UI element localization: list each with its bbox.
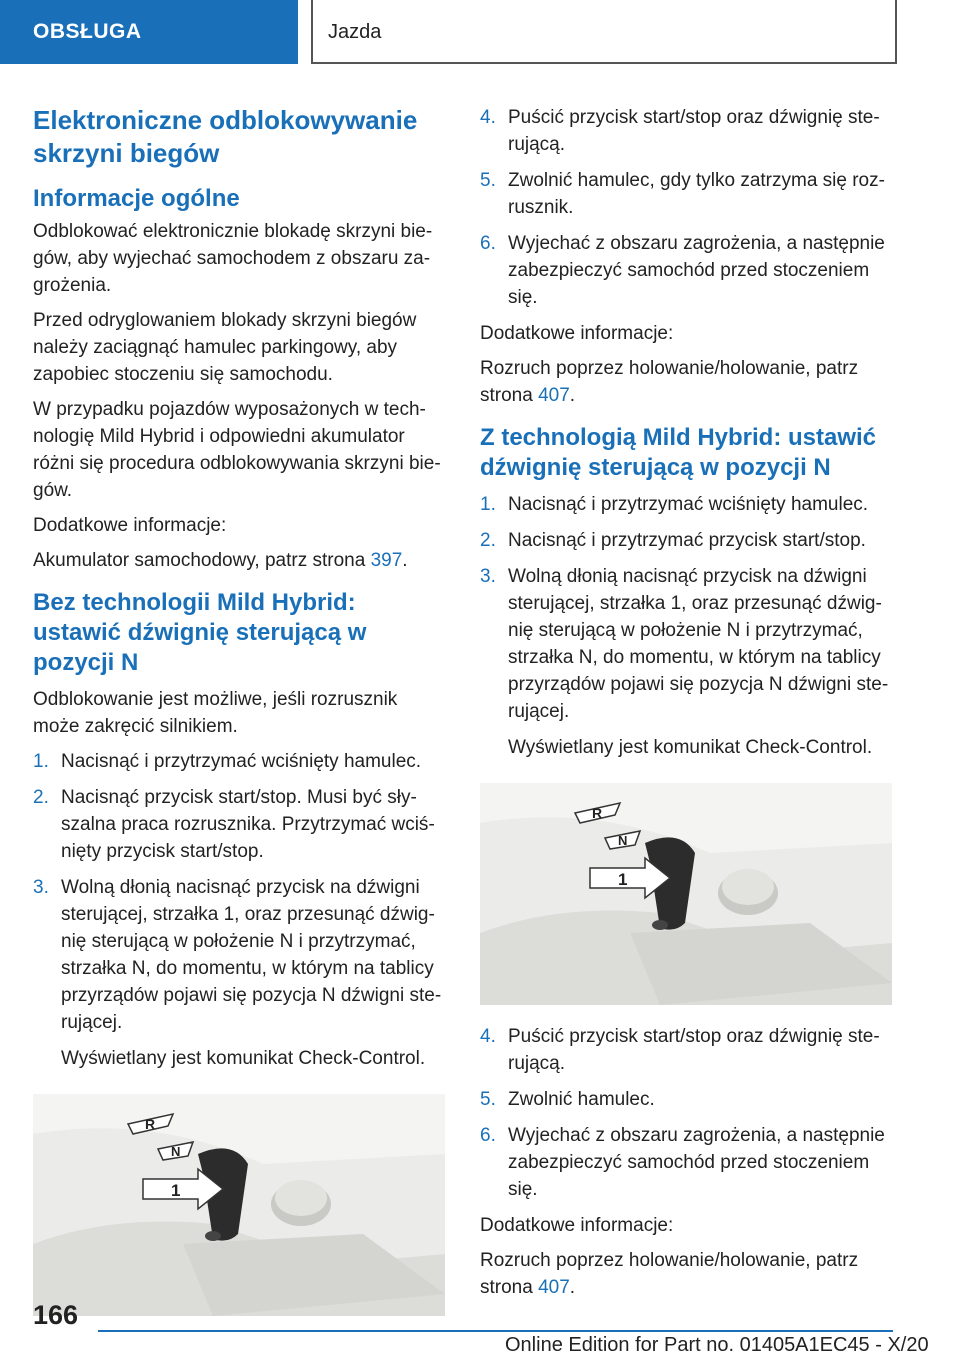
paragraph-parking-brake: Przed odryglowaniem blokady skrzyni biegów należy zaciągnąć hamulec parkingowy, aby zapobiec stoczeniu się samochodu.	[33, 310, 417, 385]
section-tab[interactable]	[0, 0, 298, 64]
page-number: 166	[33, 1300, 79, 1330]
list-item	[480, 563, 892, 725]
arrow-label-r: R	[592, 805, 603, 821]
arrow-label-n: N	[618, 833, 628, 848]
step-text: Wyjechać z obszaru zagrożenia, a następnie zabezpieczyć samochód przed stoczeniem się.	[508, 1125, 885, 1200]
extra-info-label: Dodatkowe informacje:	[480, 323, 674, 344]
step-number: 2.	[33, 787, 49, 808]
list-item	[480, 1023, 892, 1077]
step-text: Wolną dłonią nacisnąć przycisk na dźwigni sterującej, strzałka 1, oraz przesunąć dźwignię sterującą w położenie N i przytrzymać, strzałka N, do momentu, w którym na tablicy przyrządów pojawi się pozycja N dźwigni sterującej.	[508, 566, 889, 722]
step-number: 4.	[480, 1026, 496, 1047]
step-number: 4.	[480, 107, 496, 128]
extra-info-label: Dodatkowe informacje:	[33, 515, 227, 536]
extra-info-text: Akumulator samochodowy, patrz strona 397.	[33, 550, 408, 571]
chapter-tab[interactable]	[311, 0, 897, 64]
step-number: 5.	[480, 170, 496, 191]
check-control-note: Wyświetlany jest komunikat Check-Control.	[61, 1048, 426, 1069]
step-text: Puścić przycisk start/stop oraz dźwignię sterującą.	[508, 1026, 880, 1074]
chapter-tab-label: Jazda	[328, 21, 382, 43]
step-text: Wolną dłonią nacisnąć przycisk na dźwigni sterującej, strzałka 1, oraz przesunąć dźwignię sterującą w położenie N i przytrzymać, strzałka N, do momentu, w którym na tablicy przyrządów pojawi się pozycja N dźwigni sterującej.	[61, 877, 442, 1033]
page-header	[0, 0, 960, 66]
step-number: 3.	[33, 877, 49, 898]
list-item	[480, 527, 892, 554]
step-text: Nacisnąć przycisk start/stop. Musi być słyszalna praca rozrusznika. Przytrzymać wciśnięty przycisk start/stop.	[61, 787, 435, 862]
list-item	[480, 230, 892, 311]
step-number: 1.	[33, 751, 49, 772]
step-text: Wyjechać z obszaru zagrożenia, a następnie zabezpieczyć samochód przed stoczeniem się.	[508, 233, 885, 308]
arrow-label-1: 1	[618, 870, 628, 889]
paragraph-mild-hybrid: W przypadku pojazdów wyposażonych w technologię Mild Hybrid i odpowiedni akumulator różni się procedura odblokowywania skrzyni biegów.	[33, 399, 441, 501]
list-item	[33, 784, 445, 865]
general-heading: Informacje ogólne	[33, 185, 240, 212]
gear-lever-illustration	[480, 783, 892, 1005]
list-item	[480, 1122, 892, 1203]
arrow-label-1: 1	[171, 1181, 181, 1200]
section-heading-no-hybrid: Bez technologii Mild Hybrid: ustawić dźwignię sterującą w pozycji N	[33, 589, 367, 676]
step-number: 6.	[480, 1125, 496, 1146]
page-link-407[interactable]: 407	[538, 385, 570, 406]
step-text: Zwolnić hamulec.	[508, 1089, 655, 1110]
paragraph-unlock: Odblokować elektronicznie blokadę skrzyni biegów, aby wyjechać samochodem z obszaru zagrożenia.	[33, 221, 433, 296]
step-number: 2.	[480, 530, 496, 551]
steps-list-right-a	[480, 104, 892, 311]
step-text: Nacisnąć i przytrzymać przycisk start/stop.	[508, 530, 866, 551]
section-heading-mild-hybrid: Z technologią Mild Hybrid: ustawić dźwignię sterującą w pozycji N	[480, 424, 877, 481]
footer-divider	[98, 1330, 893, 1332]
arrow-label-r: R	[145, 1116, 156, 1132]
list-item	[480, 1086, 892, 1113]
steps-list-left	[33, 748, 445, 1036]
step-text: Zwolnić hamulec, gdy tylko zatrzyma się rozrusznik.	[508, 170, 885, 218]
step-number: 6.	[480, 233, 496, 254]
extra-info-text: Rozruch poprzez holowanie/holowanie, patrz strona 407.	[480, 358, 859, 406]
list-item	[480, 167, 892, 221]
step-text: Nacisnąć i przytrzymać wciśnięty hamulec.	[61, 751, 422, 772]
edition-note: Online Edition for Part no. 01405A1EC45 - X/20	[505, 1334, 929, 1356]
step-text: Puścić przycisk start/stop oraz dźwignię sterującą.	[508, 107, 880, 155]
steps-list-right-c	[480, 1023, 892, 1203]
list-item	[480, 491, 892, 518]
extra-info-text: Rozruch poprzez holowanie/holowanie, patrz strona 407.	[480, 1250, 859, 1298]
section-tab-label: OBSŁUGA	[33, 20, 142, 43]
left-column	[33, 104, 445, 1334]
list-item	[480, 104, 892, 158]
arrow-label-n: N	[171, 1144, 181, 1159]
page-link-397[interactable]: 397	[370, 550, 403, 571]
intro-text: Odblokowanie jest możliwe, jeśli rozrusznik może zakręcić silnikiem.	[33, 689, 398, 737]
right-column	[480, 104, 892, 1309]
step-number: 5.	[480, 1089, 496, 1110]
list-item	[33, 874, 445, 1036]
extra-info-label: Dodatkowe informacje:	[480, 1215, 674, 1236]
gear-lever-illustration	[33, 1094, 445, 1316]
step-number: 1.	[480, 494, 496, 515]
steps-list-right-b	[480, 491, 892, 725]
step-text: Nacisnąć i przytrzymać wciśnięty hamulec.	[508, 494, 869, 515]
page-link-407[interactable]: 407	[538, 1277, 570, 1298]
step-number: 3.	[480, 566, 496, 587]
page-title: Elektroniczne odblokowywanie skrzyni biegów	[33, 105, 418, 168]
list-item	[33, 748, 445, 775]
check-control-note: Wyświetlany jest komunikat Check-Control.	[508, 737, 873, 758]
